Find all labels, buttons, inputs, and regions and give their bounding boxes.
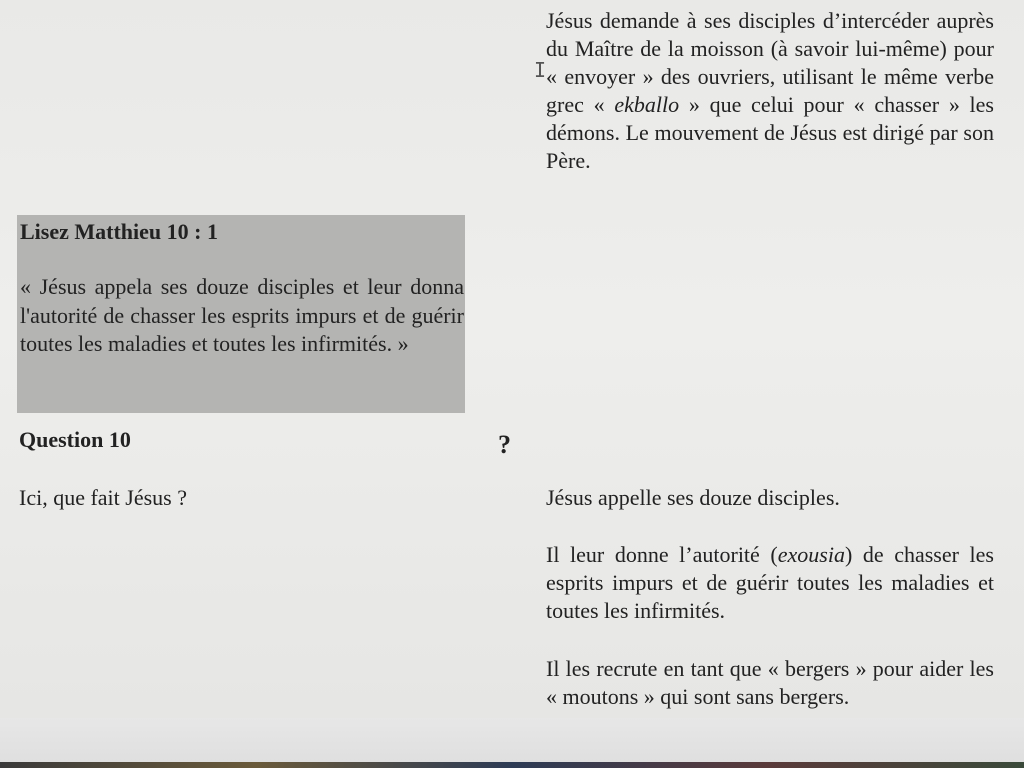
screen-bottom-bezel <box>0 718 1024 768</box>
screen-edge <box>0 762 1024 768</box>
intro-text-part2: » que celui pour « chasser » les démons. Le mouvement de Jésus est dirigé par son Père. <box>546 92 994 173</box>
answer-paragraph-2 <box>546 541 994 625</box>
question-text: Ici, que fait Jésus ? <box>19 485 187 510</box>
answer-2-part2: ) de chasser les esprits impurs et de guérir toutes les maladies et toutes les infirmités. <box>546 542 994 623</box>
intro-text-part1: Jésus demande à ses disciples d’intercéder auprès du Maître de la moisson (à savoir lui-même) pour « envoyer » des ouvriers, utilisant le même verbe grec « <box>546 8 994 117</box>
text-cursor-icon: I <box>534 58 547 82</box>
scripture-box <box>17 215 465 413</box>
question-title: Question 10 <box>19 427 131 452</box>
intro-text-emphasis: ekballo <box>614 92 680 117</box>
answer-paragraph-3: Il les recrute en tant que « bergers » pour aider les « moutons » qui sont sans bergers. <box>546 656 994 709</box>
answer-2-emphasis: exousia <box>777 542 845 567</box>
intro-paragraph <box>546 7 994 175</box>
answer-paragraph-1: Jésus appelle ses douze disciples. <box>546 485 840 510</box>
answer-2-part1: Il leur donne l’autorité ( <box>546 542 778 567</box>
scripture-heading: Lisez Matthieu 10 : 1 <box>20 219 218 244</box>
scripture-text: « Jésus appela ses douze disciples et leur donna l'autorité de chasser les esprits impurs et de guérir toutes les maladies et toutes les infirmités. » <box>20 274 464 356</box>
question-mark: ? <box>498 430 511 459</box>
